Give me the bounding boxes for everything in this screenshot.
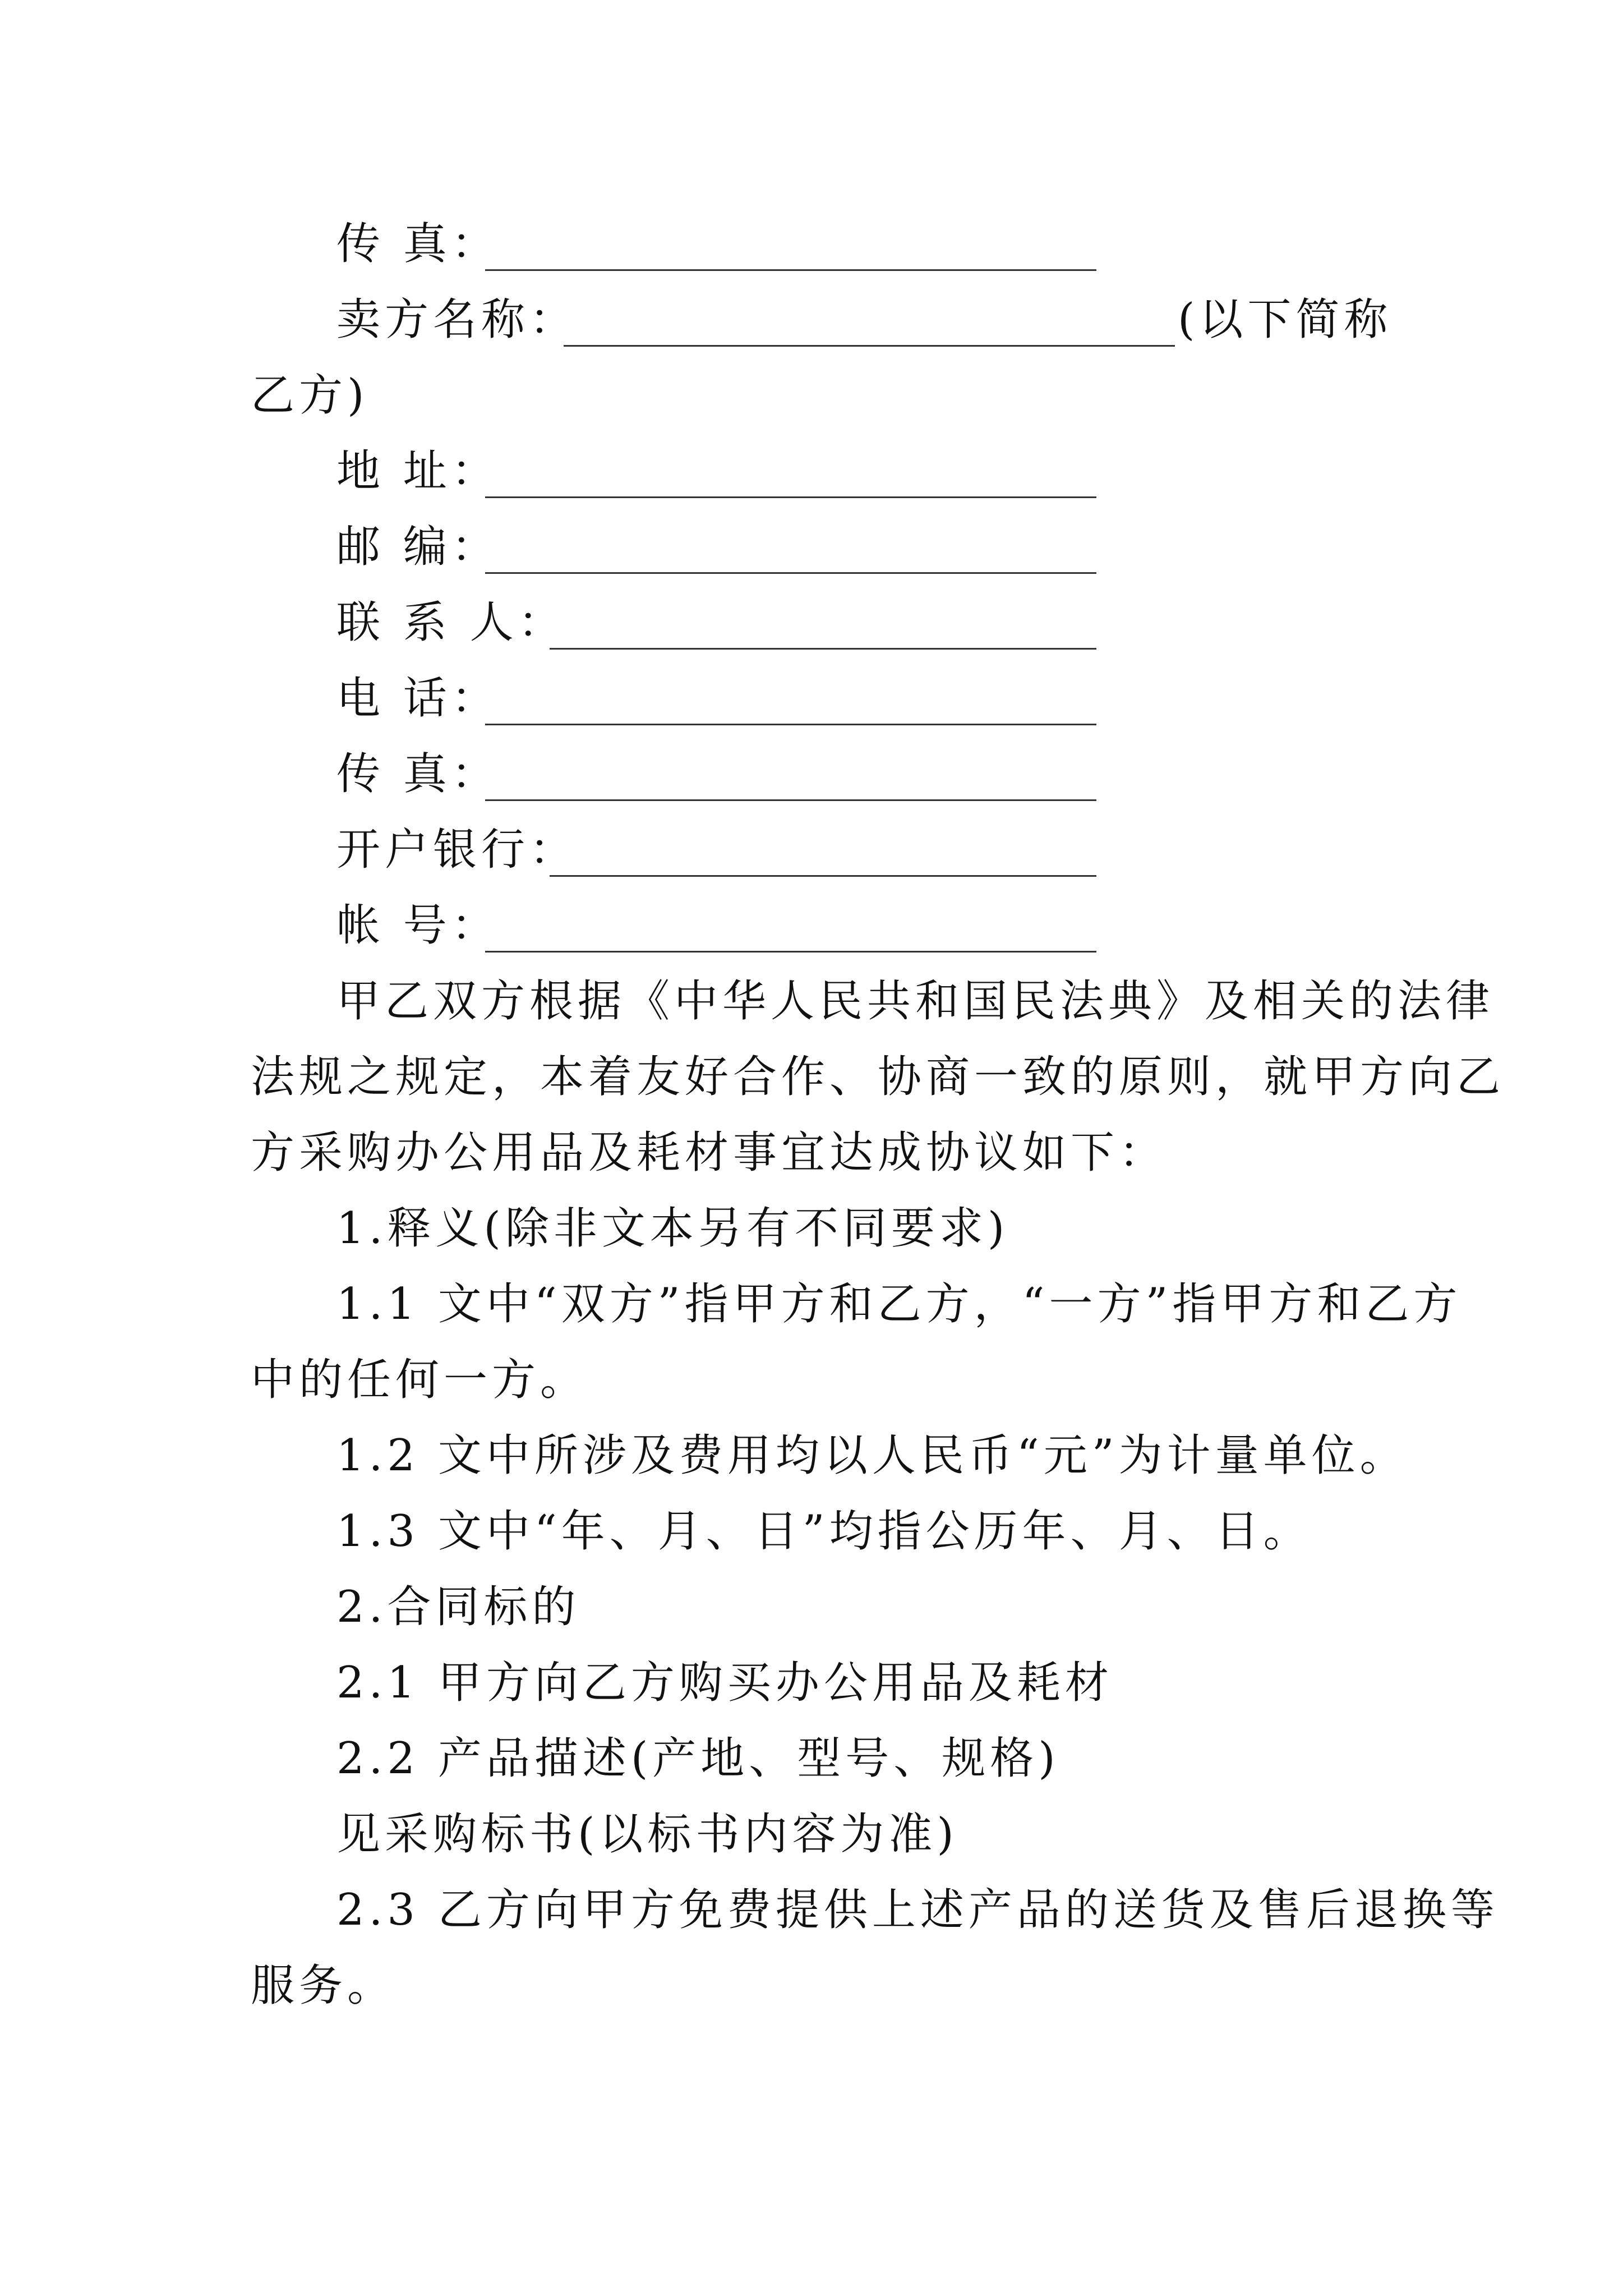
clause-1-3: 1.3 文中“年、月、日”均指公历年、月、日。 (336, 1506, 1312, 1557)
contact-label: 联 系 人： (336, 597, 566, 648)
account-blank[interactable] (485, 895, 1096, 953)
contact-blank[interactable] (550, 592, 1096, 650)
account-row (336, 895, 500, 956)
clause-1-1-line-1: 1.1 文中“双方”指甲方和乙方，“一方”指甲方和乙方 (336, 1279, 1462, 1329)
seller-fax-blank[interactable] (485, 743, 1096, 801)
clause-2-2: 2.2 产品描述(产地、型号、规格) (336, 1733, 1060, 1784)
fax-blank[interactable] (485, 213, 1096, 271)
fax-row (336, 213, 500, 275)
clause-1-2: 1.2 文中所涉及费用均以人民币“元”为计量单位。 (336, 1430, 1408, 1481)
postcode-label: 邮 编： (336, 522, 500, 572)
intro-line-2: 法规之规定，本着友好合作、协商一致的原则，就甲方向乙 (251, 1052, 1505, 1102)
postcode-row (336, 516, 500, 578)
account-label: 帐 号： (336, 900, 500, 951)
address-label: 地 址： (336, 446, 500, 496)
seller-fax-row (336, 743, 500, 805)
clause-2-3-line-1: 2.3 乙方向甲方免费提供上述产品的送货及售后退换等 (336, 1885, 1499, 1935)
seller-fax-label: 传 真： (336, 749, 500, 799)
phone-label: 电 话： (336, 673, 500, 724)
address-blank[interactable] (485, 440, 1096, 498)
clause-2-1: 2.1 甲方向乙方购买办公用品及耗材 (336, 1658, 1113, 1708)
clause-1-1-line-2: 中的任何一方。 (251, 1355, 589, 1405)
seller-name-suffix-cont: 乙方) (251, 370, 369, 421)
contact-row (336, 592, 566, 654)
address-row (336, 440, 500, 502)
fax-label: 传 真： (336, 219, 500, 269)
clause-2-2-note: 见采购标书(以标书内容为准) (336, 1809, 958, 1860)
phone-row (336, 668, 500, 729)
bank-row (336, 819, 578, 881)
postcode-blank[interactable] (485, 516, 1096, 574)
clause-2-3-line-2: 服务。 (251, 1961, 396, 2011)
seller-name-blank[interactable] (564, 289, 1175, 347)
intro-line-3: 方采购办公用品及耗材事宜达成协议如下： (251, 1128, 1168, 1178)
section-1-title: 1.释义(除非文本另有不同要求) (336, 1203, 1009, 1254)
seller-name-row (336, 289, 1393, 351)
phone-blank[interactable] (485, 668, 1096, 725)
bank-label: 开户银行： (336, 825, 578, 875)
seller-name-label: 卖方名称： (336, 295, 578, 345)
intro-line-1: 甲乙双方根据《中华人民共和国民法典》及相关的法律 (336, 976, 1495, 1027)
seller-name-suffix: (以下简称 (1178, 295, 1393, 345)
bank-blank[interactable] (550, 819, 1096, 877)
section-2-title: 2.合同标的 (336, 1582, 580, 1632)
